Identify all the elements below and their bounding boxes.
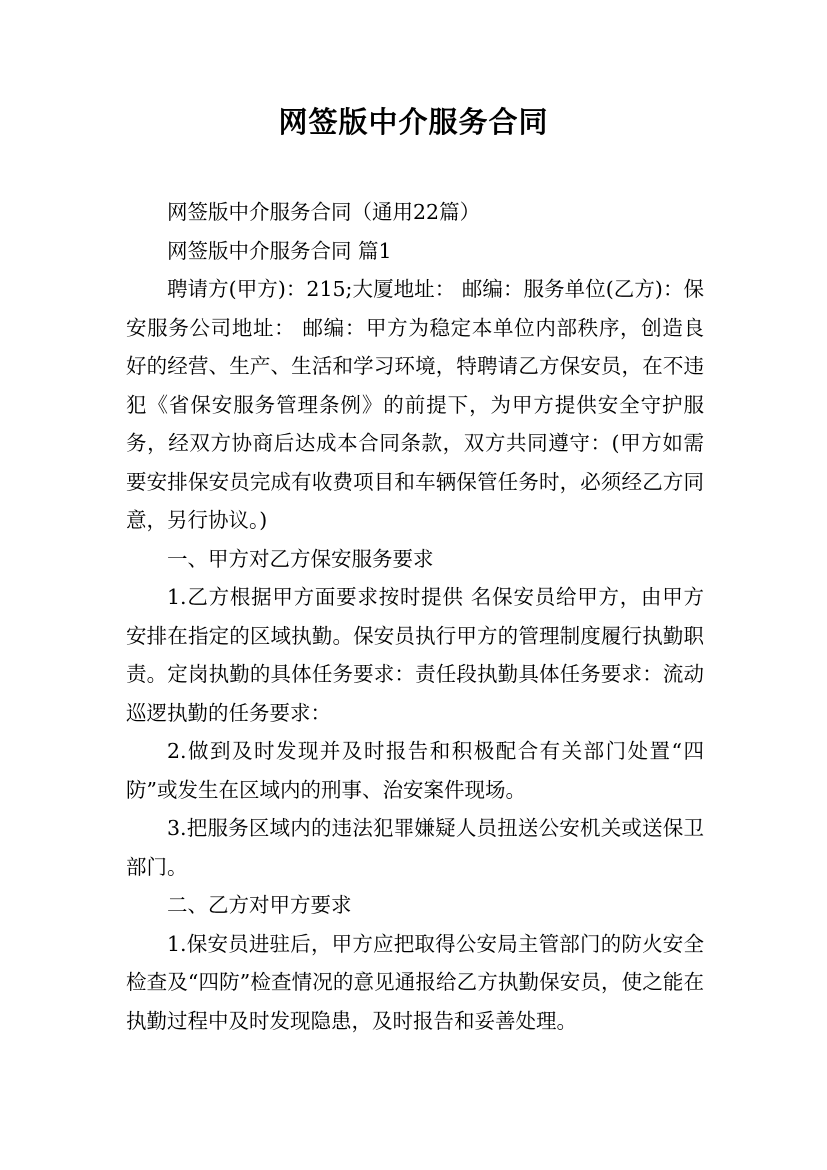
clause-heading-1: 一、甲方对乙方保安服务要求	[167, 546, 434, 571]
section-heading-part-1: 网签版中介服务合同 篇1	[167, 238, 392, 263]
document-title: 网签版中介服务合同	[278, 105, 549, 139]
clause-heading-2: 二、乙方对甲方要求	[167, 893, 352, 917]
clause-1-item-3: 3.把服务区域内的违法犯罪嫌疑人员扭送公安机关或送保卫部门。	[126, 816, 704, 879]
document-body	[126, 193, 704, 1040]
clause-1-item-2: 2.做到及时发现并及时报告和积极配合有关部门处置“四防”或发生在区域内的刑事、治安案件现场。	[126, 739, 704, 802]
subtitle-paragraph: 网签版中介服务合同（通用22篇）	[167, 200, 481, 224]
clause-1-item-1: 1.乙方根据甲方面要求按时提供 名保安员给甲方，由甲方安排在指定的区域执勤。保安员执行甲方的管理制度履行执勤职责。定岗执勤的具体任务要求：责任段执勤具体任务要求：流动巡逻执勤的任务要求：	[126, 585, 704, 725]
clause-2-item-1: 1.保安员进驻后，甲方应把取得公安局主管部门的防火安全检查及“四防”检查情况的意见通报给乙方执勤保安员，使之能在执勤过程中及时发现隐患，及时报告和妥善处理。	[126, 931, 704, 1033]
preamble-paragraph: 聘请方(甲方)：215;大厦地址： 邮编：服务单位(乙方)：保安服务公司地址： 邮编：甲方为稳定本单位内部秩序，创造良好的经营、生产、生活和学习环境，特聘请乙方保安员，在不违犯《省保安服务管理条例》的前提下，为甲方提供安全守护服务，经双方协商后达成本合同条款，双方共同遵守：(甲方如需要安排保安员完成有收费项目和车辆保管任务时，必须经乙方同意，另行协议。)	[126, 277, 704, 532]
